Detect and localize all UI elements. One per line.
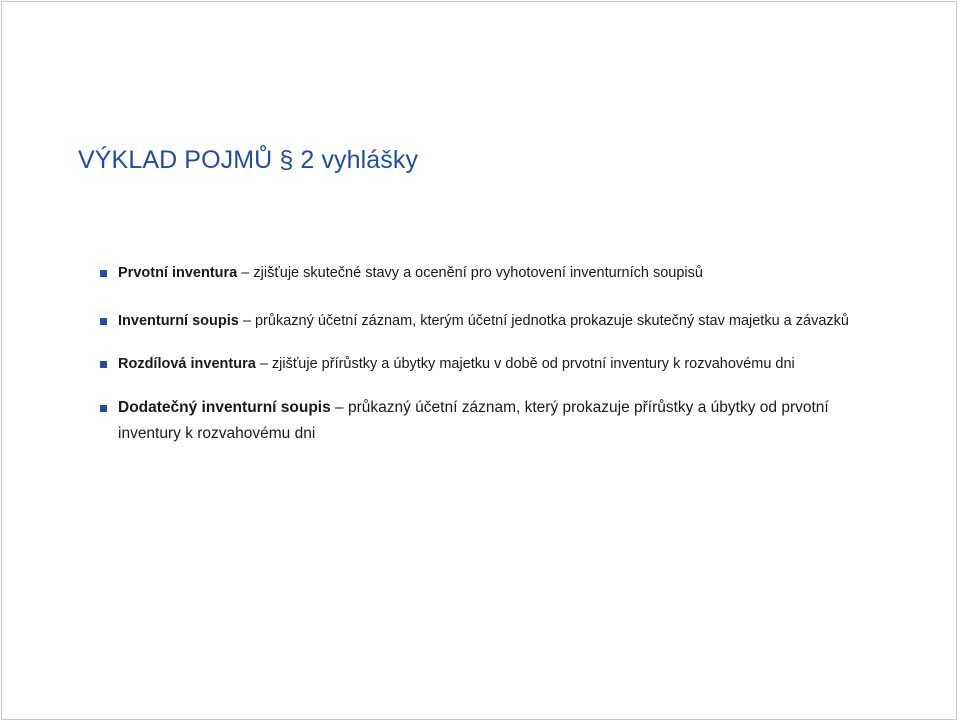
list-item-rozdilova-inventura: [100, 352, 880, 376]
dash: –: [242, 313, 251, 329]
square-bullet-icon: [100, 361, 107, 368]
slide: [1, 1, 957, 720]
term: Dodatečný inventurní soupis: [118, 399, 331, 416]
slide-title: VÝKLAD POJMŮ § 2 vyhlášky: [78, 146, 419, 174]
list-item-prvotni-inventura: [100, 261, 880, 285]
list-item-inventurni-soupis: [100, 309, 880, 333]
term: Rozdílová inventura: [118, 356, 256, 372]
term: Inventurní soupis: [118, 313, 239, 329]
dash: –: [241, 265, 250, 281]
square-bullet-icon: [100, 318, 107, 325]
square-bullet-icon: [100, 270, 107, 277]
definition: průkazný účetní záznam, který prokazuje přírůstky a úbytky od prvotní inventury k rozvahovému dni: [118, 399, 829, 442]
definition: průkazný účetní záznam, kterým účetní jednotka prokazuje skutečný stav majetku a závazků: [254, 313, 849, 329]
definition: zjišťuje skutečné stavy a ocenění pro vyhotovení inventurních soupisů: [253, 265, 703, 281]
definition-list: [100, 261, 880, 447]
list-item-dodatecny-inventurni-soupis: [100, 395, 880, 447]
term: Prvotní inventura: [118, 265, 238, 281]
dash: –: [259, 356, 268, 372]
definition: zjišťuje přírůstky a úbytky majetku v době od prvotní inventury k rozvahovému dni: [271, 356, 795, 372]
square-bullet-icon: [100, 405, 107, 412]
dash: –: [335, 399, 344, 416]
